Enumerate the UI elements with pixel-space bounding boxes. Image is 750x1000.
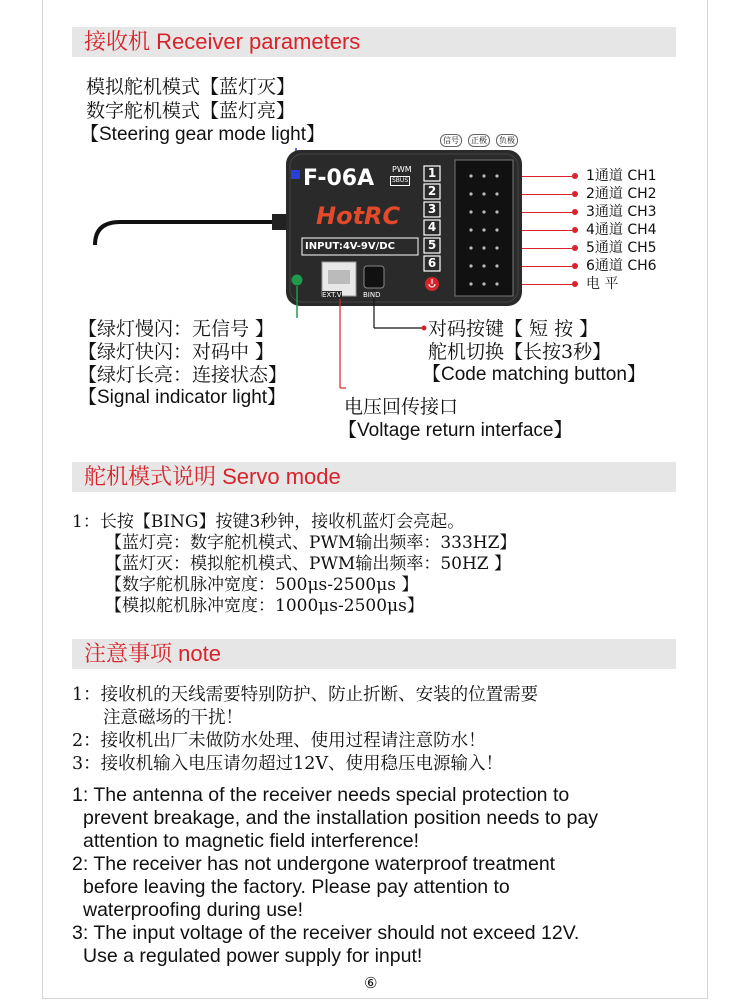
- page-number: ⑥: [364, 974, 378, 992]
- pin-header-labels: [440, 134, 518, 147]
- servo-mode-line-3: 【蓝灯灭：模拟舵机模式、PWM输出频率：50HZ 】: [105, 554, 511, 574]
- pin-label-signal: 信号: [440, 134, 462, 147]
- channel-label-1: 1通道 CH1: [586, 168, 657, 184]
- device-ext-v-label: EXT.V: [322, 291, 342, 299]
- note-cn-1b: 注意磁场的干扰！: [103, 708, 243, 728]
- pin-label-positive: 正极: [468, 134, 490, 147]
- channel-label-4: 4通道 CH4: [586, 222, 657, 238]
- servo-mode-line-2: 【蓝灯亮：数字舵机模式、PWM输出频率：333HZ】: [105, 533, 517, 553]
- channel-dot-level: [572, 281, 578, 287]
- channel-dot-4: [572, 227, 578, 233]
- channel-number-1: 1: [427, 166, 437, 180]
- antenna-cable: [95, 222, 286, 245]
- green-led: [292, 275, 303, 286]
- voltage-return-label: 【Voltage return interface】: [338, 420, 573, 441]
- note-cn-3: 3：接收机输入电压请勿超过12V、使用稳压电源输入！: [72, 754, 504, 774]
- notes-chinese: [72, 684, 682, 776]
- channel-dot-3: [572, 209, 578, 215]
- device-input-voltage: INPUT:4V-9V/DC: [305, 241, 395, 252]
- device-brand: HotRC: [316, 202, 401, 230]
- channel-number-4: 4: [427, 220, 437, 234]
- signal-light-connected: 【绿灯长亮：连接状态】: [78, 364, 288, 386]
- channel-dot-2: [572, 191, 578, 197]
- note-cn-2: 2：接收机出厂未做防水处理、使用过程请注意防水！: [72, 731, 486, 751]
- device-sbus-label: SBUS: [392, 177, 409, 184]
- channel-dot-1: [572, 173, 578, 179]
- channel-label-level: 电 平: [586, 276, 619, 292]
- note-en-2a: 2: The receiver has not undergone waterproof treatment: [72, 853, 556, 875]
- signal-light-label: 【Signal indicator light】: [78, 387, 287, 408]
- voltage-return-cn: 电压回传接口: [344, 396, 459, 418]
- note-en-1c: attention to magnetic field interference!: [83, 830, 420, 852]
- steering-light-analog: 模拟舵机模式【蓝灯灭】: [86, 76, 296, 98]
- channel-number-3: 3: [427, 202, 437, 216]
- note-en-3a: 3: The input voltage of the receiver should not exceed 12V.: [72, 922, 580, 944]
- code-button-short-press: 对码按键【 短 按 】: [428, 318, 599, 340]
- antenna-grommet: [272, 214, 288, 230]
- note-en-2b: before leaving the factory. Please pay attention to: [83, 876, 510, 898]
- channel-label-5: 5通道 CH5: [586, 240, 657, 256]
- channel-label-2: 2通道 CH2: [586, 186, 657, 202]
- channel-dot-5: [572, 245, 578, 251]
- note-en-1a: 1: The antenna of the receiver needs special protection to: [72, 784, 570, 806]
- section-header-note: 注意事项 note: [72, 639, 676, 669]
- channel-numbers: [424, 166, 440, 274]
- blue-led: [291, 170, 300, 179]
- note-en-3b: Use a regulated power supply for input!: [83, 945, 423, 967]
- channel-number-2: 2: [427, 184, 437, 198]
- section-header-receiver-parameters: 接收机 Receiver parameters: [72, 27, 676, 57]
- channel-number-5: 5: [427, 238, 437, 252]
- steering-light-label: 【Steering gear mode light】: [80, 124, 326, 145]
- servo-mode-text: [72, 512, 682, 617]
- steering-light-digital: 数字舵机模式【蓝灯亮】: [86, 100, 296, 122]
- note-cn-1a: 1：接收机的天线需要特别防护、防止折断、安装的位置需要: [72, 685, 539, 705]
- device-bind-label: BIND: [363, 291, 381, 299]
- device-model: F-06A: [303, 166, 375, 191]
- servo-mode-line-1: 1：长按【BING】按键3秒钟，接收机蓝灯会亮起。: [72, 512, 465, 532]
- pin-label-negative: 负极: [496, 134, 518, 147]
- signal-light-no-signal: 【绿灯慢闪：无信号 】: [78, 318, 275, 340]
- note-en-1b: prevent breakage, and the installation position needs to pay: [83, 807, 598, 829]
- device-pwm-label: PWM: [392, 165, 412, 174]
- servo-mode-line-4: 【数字舵机脉冲宽度：500μs-2500μs 】: [105, 575, 419, 595]
- pin-header: [455, 160, 513, 296]
- channel-dot-6: [572, 263, 578, 269]
- section-header-servo-mode: 舵机模式说明 Servo mode: [72, 462, 676, 492]
- servo-mode-line-5: 【模拟舵机脉冲宽度：1000μs-2500μs】: [105, 596, 424, 616]
- channel-label-6: 6通道 CH6: [586, 258, 657, 274]
- channel-number-6: 6: [427, 256, 437, 270]
- code-button-long-press: 舵机切换【长按3秒】: [428, 341, 612, 363]
- bind-button: [364, 266, 384, 288]
- channel-label-3: 3通道 CH3: [586, 204, 657, 220]
- notes-english: [72, 784, 682, 968]
- code-button-label: 【Code matching button】: [422, 364, 646, 385]
- note-en-2c: waterproofing during use!: [83, 899, 304, 921]
- signal-light-pairing: 【绿灯快闪：对码中 】: [78, 341, 275, 363]
